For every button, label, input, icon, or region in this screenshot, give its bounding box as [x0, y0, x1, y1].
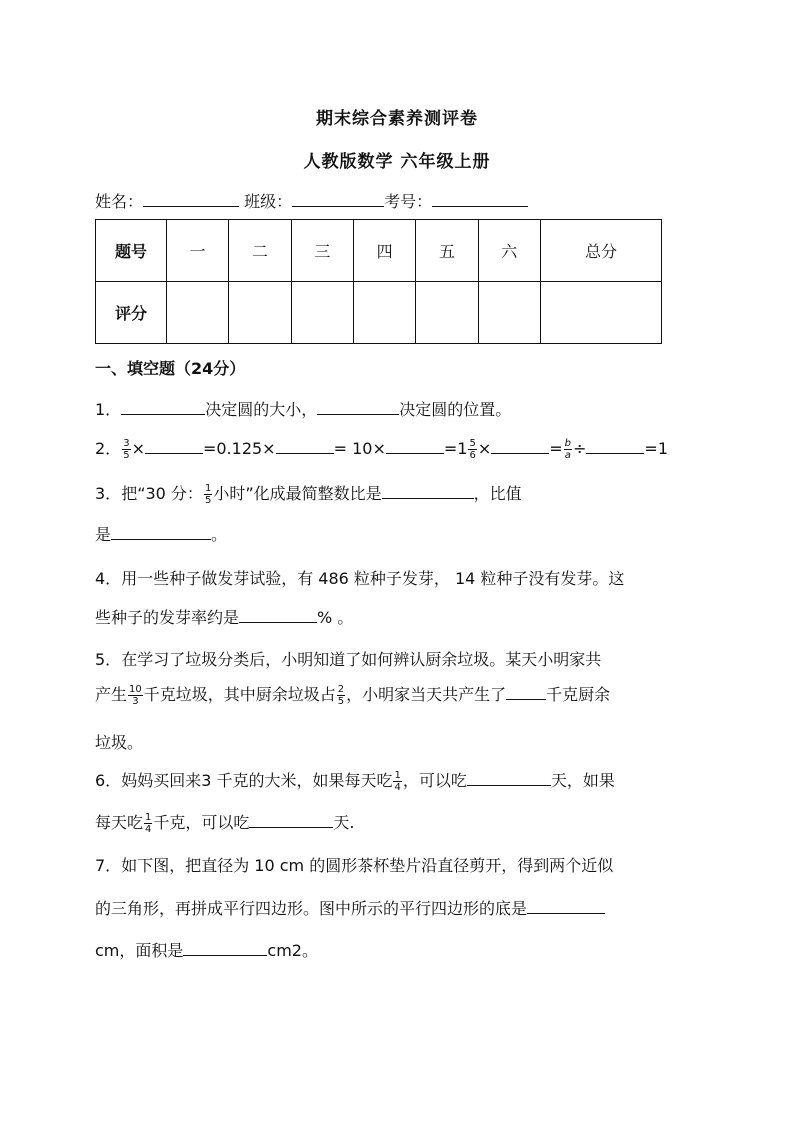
q3-fraction: [204, 483, 212, 506]
q5-text-4: ，小明家当天共产生了: [346, 685, 507, 704]
q3-text-3: ，比值: [473, 484, 522, 503]
q3-f-num: 1: [204, 483, 212, 494]
q6-f2-den: 4: [145, 824, 152, 835]
q6-f1-num: 1: [394, 770, 401, 781]
q3-text-2: 小时”化成最简整数比是: [213, 484, 382, 503]
q3-text-4: 是: [95, 525, 112, 544]
score-table-header-row: [96, 220, 662, 282]
score-col-6: 六: [478, 220, 540, 282]
name-label: 姓名：: [95, 192, 144, 211]
q6-text-6: 天.: [333, 813, 355, 832]
q2-text-6: =: [549, 439, 563, 458]
q5-f2-num: 2: [337, 684, 345, 695]
q6-text-2: ，可以吃: [402, 771, 467, 790]
q6-number: 6．: [95, 771, 122, 790]
question-5-cont2: [95, 730, 143, 753]
q2-text-5: ×: [477, 439, 492, 458]
q6-blank-2[interactable]: [249, 813, 333, 828]
q7-blank-1[interactable]: [527, 899, 605, 914]
q6-blank-1[interactable]: [467, 771, 551, 786]
score-cell-total[interactable]: [540, 282, 661, 344]
q6-fraction-2: [144, 812, 152, 835]
q5-text-5: 千克厨余: [546, 685, 611, 704]
q7-text-3: cm，面积是: [95, 941, 184, 960]
q7-text-2: 的三角形，再拼成平行四边形。图中所示的平行四边形的底是: [95, 899, 528, 918]
q2-f1-num: 3: [123, 438, 130, 449]
question-1: [95, 397, 511, 420]
q7-text-4: cm2。: [267, 941, 318, 960]
q4-number: 4．: [95, 569, 122, 588]
q1-blank-1[interactable]: [121, 400, 205, 415]
q2-f2-den: 6: [469, 450, 476, 461]
q4-text-3: % 。: [317, 608, 354, 627]
score-table-row1-header: 题号: [96, 220, 167, 282]
exam-subtitle: 人教版数学 六年级上册: [303, 152, 491, 172]
q3-blank-2[interactable]: [111, 525, 211, 540]
q6-text-5: 千克，可以吃: [153, 813, 250, 832]
q2-fraction-2: [468, 438, 476, 461]
q6-text-3: 天，如果: [550, 771, 615, 790]
q6-text-1: 妈妈买回来3 千克的大米，如果每天吃: [121, 771, 393, 790]
q7-blank-2[interactable]: [183, 941, 267, 956]
q2-fraction-3: [564, 438, 572, 461]
q1-blank-2[interactable]: [317, 400, 399, 415]
q3-text-1: 把“30 分：: [121, 484, 203, 503]
student-info-line: [95, 189, 528, 212]
question-3: [95, 481, 522, 506]
q5-f1-den: 3: [132, 696, 139, 707]
score-col-4: 四: [353, 220, 415, 282]
q5-text-1: 在学习了垃圾分类后，小明知道了如何辨认厨余垃圾。某天小明家共: [121, 650, 602, 669]
q3-blank-1[interactable]: [382, 484, 474, 499]
q5-text-2: 产生: [95, 685, 128, 704]
question-7-cont: [95, 896, 605, 919]
score-cell-3[interactable]: [291, 282, 353, 344]
question-4-cont: [95, 605, 353, 628]
q7-text-1: 如下图，把直径为 10 cm 的圆形茶杯垫片沿直径剪开，得到两个近似: [121, 856, 614, 875]
q6-f1-den: 4: [394, 782, 401, 793]
score-col-5: 五: [416, 220, 478, 282]
question-6-cont: [95, 810, 355, 835]
question-5-cont: [95, 682, 610, 707]
q5-f2-den: 5: [337, 696, 345, 707]
q2-f3-num: b: [564, 438, 571, 449]
exam-no-label: 考号：: [384, 192, 433, 211]
score-table-row2-header: 评分: [96, 282, 167, 344]
score-col-2: 二: [229, 220, 291, 282]
q4-blank[interactable]: [239, 608, 317, 623]
q2-blank-5[interactable]: [586, 439, 644, 454]
score-col-3: 三: [291, 220, 353, 282]
q5-text-3: 千克垃圾，其中厨余垃圾占: [143, 685, 336, 704]
q2-number: 2．: [95, 439, 122, 458]
score-cell-2[interactable]: [229, 282, 291, 344]
q6-text-4: 每天吃: [95, 813, 144, 832]
q5-text-6: 垃圾。: [95, 733, 144, 752]
q5-fraction-1: [128, 684, 143, 707]
q2-fraction-1: [122, 438, 130, 461]
q2-text-3: = 10×: [333, 439, 386, 458]
q2-f1-den: 5: [123, 450, 130, 461]
q5-number: 5．: [95, 650, 122, 669]
q5-fraction-2: [337, 684, 345, 707]
q7-number: 7．: [95, 856, 122, 875]
q2-blank-2[interactable]: [276, 439, 334, 454]
q1-text-1: 决定圆的大小，: [205, 400, 318, 419]
question-3-cont: [95, 522, 227, 545]
q5-f1-num: 10: [129, 684, 142, 695]
q1-number: 1．: [95, 400, 122, 419]
exam-no-blank: [432, 192, 528, 207]
section1-title: 一、填空题（24分）: [95, 359, 246, 378]
class-blank: [292, 192, 384, 207]
score-cell-1[interactable]: [167, 282, 229, 344]
question-7: [95, 853, 613, 876]
score-col-total: 总分: [540, 220, 661, 282]
q1-text-2: 决定圆的位置。: [399, 400, 512, 419]
q2-text-2: =0.125×: [202, 439, 276, 458]
score-cell-6[interactable]: [478, 282, 540, 344]
question-4: [95, 566, 624, 589]
q2-text-7: ÷: [573, 439, 587, 458]
q4-text-2: 些种子的发芽率约是: [95, 608, 240, 627]
question-5: [95, 647, 601, 670]
q2-f2-num: 5: [469, 438, 476, 449]
score-table: [95, 219, 662, 344]
score-col-1: 一: [167, 220, 229, 282]
question-6: [95, 768, 615, 793]
q2-text-4: =1: [443, 439, 468, 458]
q2-blank-1[interactable]: [145, 439, 203, 454]
q6-f2-num: 1: [145, 812, 152, 823]
q5-blank[interactable]: [506, 685, 546, 700]
q3-number: 3．: [95, 484, 122, 503]
q3-text-5: 。: [211, 525, 228, 544]
q2-blank-4[interactable]: [491, 439, 549, 454]
score-cell-4[interactable]: [353, 282, 415, 344]
q3-f-den: 5: [204, 495, 212, 506]
q2-f3-den: a: [564, 450, 571, 461]
score-table-score-row: [96, 282, 662, 344]
q2-text-1: ×: [131, 439, 145, 458]
q6-fraction-1: [393, 770, 401, 793]
question-2: [95, 436, 668, 461]
score-cell-5[interactable]: [416, 282, 478, 344]
question-7-cont2: [95, 938, 318, 961]
name-blank: [143, 192, 239, 207]
exam-title: 期末综合素养测评卷: [316, 109, 478, 129]
q2-blank-3[interactable]: [386, 439, 444, 454]
class-label: 班级：: [244, 192, 293, 211]
q4-text-1: 用一些种子做发芽试验，有 486 粒种子发芽， 14 粒种子没有发芽。这: [121, 569, 625, 588]
q2-text-8: =1: [644, 439, 668, 458]
